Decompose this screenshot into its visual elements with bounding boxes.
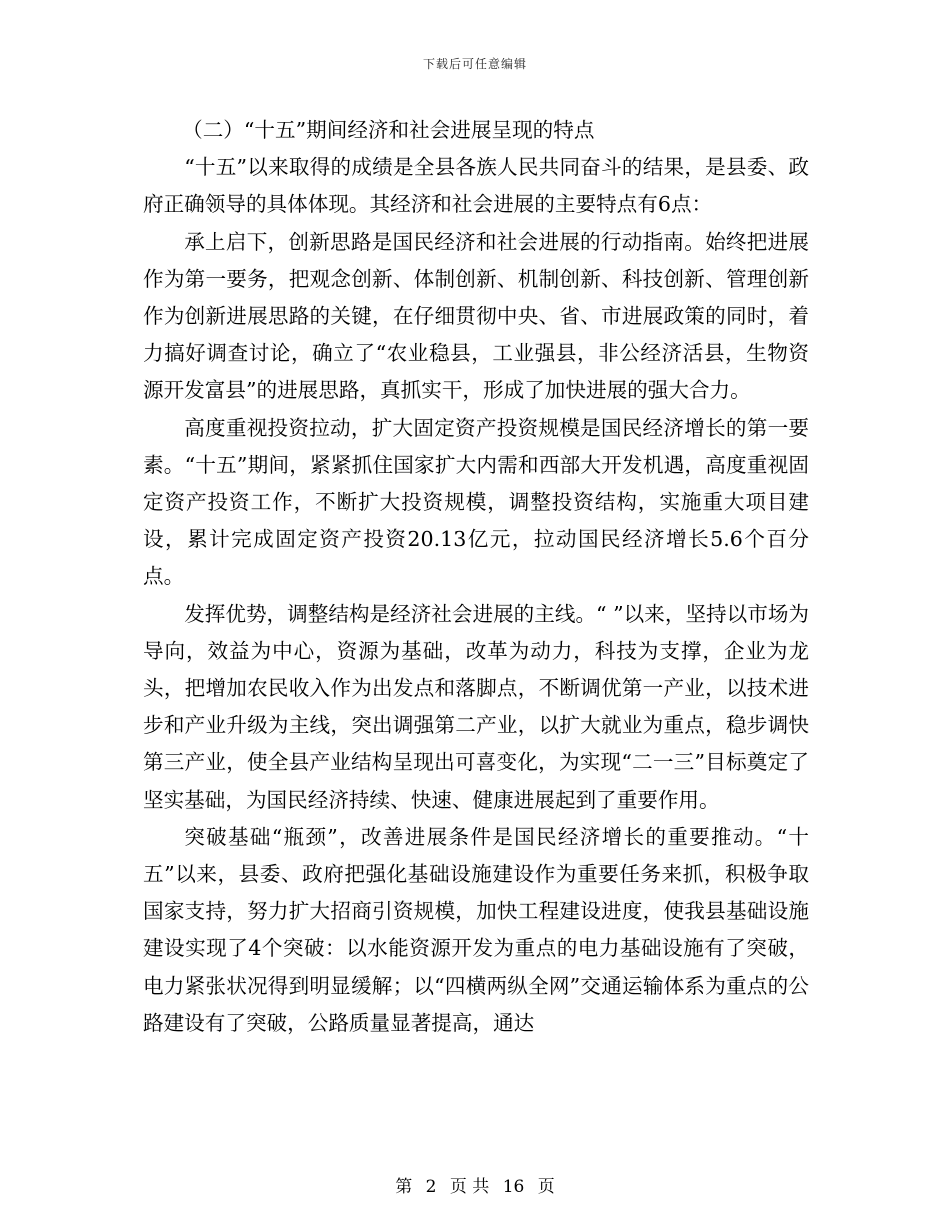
footer-prefix: 第 xyxy=(395,1177,413,1197)
footer-middle: 页 共 xyxy=(449,1177,490,1197)
page-header: 下载后可任意编辑 xyxy=(422,57,527,71)
paragraph-infrastructure: 突破基础“瓶颈”，改善进展条件是国民经济增长的重要推动。“十五”以来，县委、政府把强化基础设施建设作为重要任务来抓，积极争取国家支持，努力扩大招商引资规模，加快工程建设进度，使我县基础设施建设实现了4个突破：以水能资源开发为重点的电力基础设施有了突破，电力紧张状况得到明显缓解；以“四横两纵全网”交通运输体系为重点的公路建设有了突破，公路质量显著提高，通达 xyxy=(143,824,809,1035)
document-body xyxy=(143,112,809,1042)
paragraph-development-strategy: 承上启下，创新思路是国民经济和社会进展的行动指南。始终把进展作为第一要务，把观念创新、体制创新、机制创新、科技创新、管理创新作为创新进展思路的关键，在仔细贯彻中央、省、市进展政策的同时，着力搞好调查讨论，确立了“农业稳县，工业强县，非公经济活县，生物资源开发富县”的进展思路，真抓实干，形成了加快进展的强大合力。 xyxy=(143,229,809,403)
footer-suffix: 页 xyxy=(537,1177,555,1197)
paragraph-intro: “十五”以来取得的成绩是全县各族人民共同奋斗的结果，是县委、政府正确领导的具体体现。其经济和社会进展的主要特点有6点： xyxy=(143,155,809,217)
total-page-count: 16 xyxy=(502,1177,525,1197)
section-heading: （二）“十五”期间经济和社会进展呈现的特点 xyxy=(182,118,595,142)
paragraph-structure-adjustment: 发挥优势，调整结构是经济社会进展的主线。“ ”以来，坚持以市场为导向，效益为中心，资源为基础，改革为动力，科技为支撑，企业为龙头，把增加农民收入作为出发点和落脚点，不断调优第一产业，以技术进步和产业升级为主线，突出调强第二产业，以扩大就业为重点，稳步调快第三产业，使全县产业结构呈现出可喜变化，为实现“二一三”目标奠定了坚实基础，为国民经济持续、快速、健康进展起到了重要作用。 xyxy=(143,601,810,812)
current-page-number: 2 xyxy=(425,1177,437,1197)
paragraph-investment: 高度重视投资拉动，扩大固定资产投资规模是国民经济增长的第一要素。“十五”期间，紧紧抓住国家扩大内需和西部大开发机遇，高度重视固定资产投资工作，不断扩大投资规模，调整投资结构，实施重大项目建设，累计完成固定资产投资20.13亿元，拉动国民经济增长5.6个百分点。 xyxy=(143,415,809,589)
page-footer xyxy=(0,1172,950,1197)
